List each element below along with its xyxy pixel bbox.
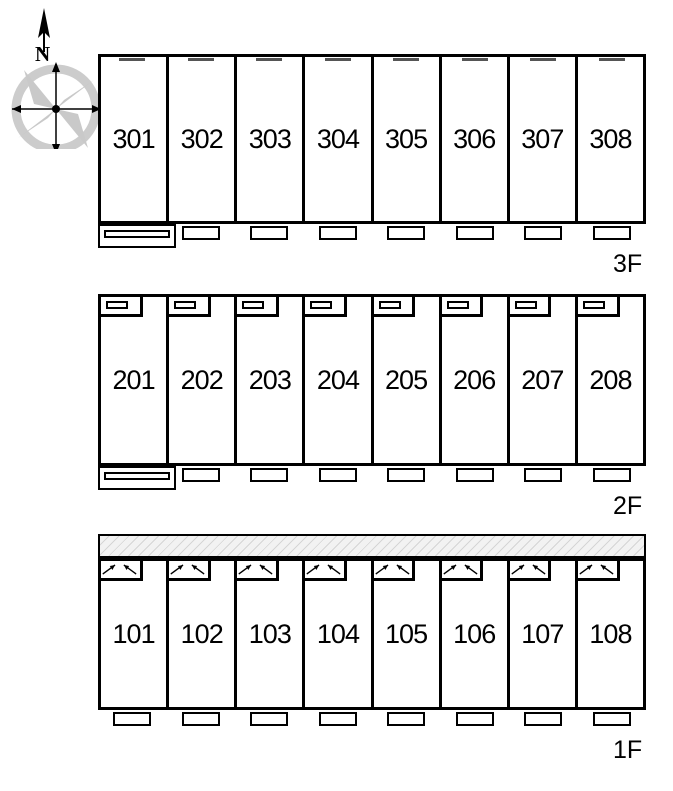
- unit-308[interactable]: [578, 57, 643, 221]
- unit-label: 107: [521, 618, 564, 649]
- unit-label: 101: [112, 618, 155, 649]
- entry-alcove: [305, 297, 347, 317]
- unit-105[interactable]: [374, 561, 442, 707]
- roof-tick-cell: [304, 58, 373, 64]
- balcony: [593, 226, 631, 240]
- balcony: [182, 468, 220, 482]
- unit-208[interactable]: [578, 297, 643, 463]
- balcony-cell: [509, 712, 578, 734]
- balcony: [524, 468, 562, 482]
- balcony: [250, 712, 288, 726]
- balcony-cell: [304, 468, 373, 490]
- balcony-cell: [509, 226, 578, 248]
- roof-tick-cell: [167, 58, 236, 64]
- roof-tick-cell: [441, 58, 510, 64]
- balcony-cell: [235, 468, 304, 490]
- balcony: [593, 468, 631, 482]
- balcony-cell: [98, 226, 167, 248]
- balcony: [250, 226, 288, 240]
- balcony: [456, 712, 494, 726]
- roof-tick-cell: [578, 58, 647, 64]
- roof-tick: [325, 58, 351, 61]
- roof-tick-cell: [235, 58, 304, 64]
- balcony-cell: [441, 712, 510, 734]
- entry-arrow-icon: [578, 561, 617, 579]
- building-outline-1f: [98, 558, 646, 710]
- entry-arrow-icon: [374, 561, 413, 579]
- entry-arrow-icon: [169, 561, 208, 579]
- roof-tick: [393, 58, 419, 61]
- balcony-cell: [578, 468, 647, 490]
- unit-302[interactable]: [169, 57, 237, 221]
- balcony: [456, 226, 494, 240]
- unit-label: 102: [180, 618, 223, 649]
- unit-107[interactable]: [510, 561, 578, 707]
- unit-204[interactable]: [305, 297, 373, 463]
- unit-label: 304: [316, 123, 359, 154]
- entry-alcove: [305, 561, 347, 581]
- building-outline-2f: [98, 294, 646, 466]
- balcony-row-2f: [98, 468, 646, 490]
- unit-row-3f: [101, 57, 643, 221]
- balcony-cell: [372, 712, 441, 734]
- balcony: [456, 468, 494, 482]
- parking-strip-1f: [98, 534, 646, 558]
- entry-arrow-icon: [510, 561, 549, 579]
- door-icon: [447, 301, 469, 309]
- roof-tick-cell: [372, 58, 441, 64]
- balcony-cell: [372, 468, 441, 490]
- balcony-cell: [98, 468, 167, 490]
- entry-alcove: [237, 561, 279, 581]
- entry-alcove: [101, 561, 143, 581]
- balcony: [182, 226, 220, 240]
- entry-alcove: [578, 561, 620, 581]
- floor-label-1f: 1F: [613, 736, 643, 764]
- balcony: [524, 712, 562, 726]
- entry-arrow-icon: [442, 561, 481, 579]
- door-icon: [515, 301, 537, 309]
- roof-tick: [188, 58, 214, 61]
- unit-106[interactable]: [442, 561, 510, 707]
- unit-label: 303: [248, 123, 291, 154]
- unit-307[interactable]: [510, 57, 578, 221]
- entry-alcove: [510, 561, 552, 581]
- unit-row-1f: [101, 561, 643, 707]
- unit-label: 308: [589, 123, 632, 154]
- unit-label: 301: [112, 123, 155, 154]
- roof-tick: [462, 58, 488, 61]
- balcony: [524, 226, 562, 240]
- balcony: [387, 468, 425, 482]
- entry-alcove: [374, 297, 416, 317]
- unit-101[interactable]: [101, 561, 169, 707]
- entry-alcove: [374, 561, 416, 581]
- roof-tick: [119, 58, 145, 61]
- entry-alcove: [578, 297, 620, 317]
- roof-tick-row-3f: [98, 58, 646, 64]
- roof-tick: [256, 58, 282, 61]
- entry-alcove: [442, 561, 484, 581]
- unit-label: 305: [385, 123, 428, 154]
- parking-hatch: [100, 536, 644, 556]
- balcony-row-3f: [98, 226, 646, 248]
- unit-205[interactable]: [374, 297, 442, 463]
- unit-102[interactable]: [169, 561, 237, 707]
- compass-north-label: N: [35, 42, 51, 66]
- unit-label: 207: [521, 364, 564, 395]
- door-icon: [242, 301, 264, 309]
- roof-tick: [599, 58, 625, 61]
- balcony-cell: [304, 712, 373, 734]
- unit-label: 302: [180, 123, 223, 154]
- floor-label-2f: 2F: [613, 492, 643, 520]
- balcony-row-1f: [98, 712, 646, 734]
- unit-301[interactable]: [101, 57, 169, 221]
- roof-tick: [530, 58, 556, 61]
- entry-alcove: [237, 297, 279, 317]
- entry-arrow-icon: [101, 561, 140, 579]
- entry-alcove: [169, 297, 211, 317]
- door-icon: [583, 301, 605, 309]
- balcony: [387, 226, 425, 240]
- balcony-cell: [304, 226, 373, 248]
- balcony: [319, 468, 357, 482]
- balcony-cell: [578, 226, 647, 248]
- balcony: [593, 712, 631, 726]
- door-icon: [379, 301, 401, 309]
- balcony-cell: [372, 226, 441, 248]
- balcony: [182, 712, 220, 726]
- unit-305[interactable]: [374, 57, 442, 221]
- unit-207[interactable]: [510, 297, 578, 463]
- entry-alcove: [101, 297, 143, 317]
- unit-label: 204: [316, 364, 359, 395]
- entry-arrow-icon: [305, 561, 344, 579]
- balcony-cell: [167, 712, 236, 734]
- door-icon: [310, 301, 332, 309]
- balcony-cell: [235, 226, 304, 248]
- unit-label: 202: [180, 364, 223, 395]
- unit-306[interactable]: [442, 57, 510, 221]
- unit-303[interactable]: [237, 57, 305, 221]
- roof-tick-cell: [98, 58, 167, 64]
- balcony-cell: [509, 468, 578, 490]
- balcony: [319, 226, 357, 240]
- door-icon: [106, 301, 128, 309]
- floor-label-3f: 3F: [613, 250, 643, 278]
- entry-alcove: [442, 297, 484, 317]
- balcony-cell: [235, 712, 304, 734]
- balcony-cell: [98, 712, 167, 734]
- unit-206[interactable]: [442, 297, 510, 463]
- unit-label: 108: [589, 618, 632, 649]
- balcony: [113, 712, 151, 726]
- unit-label: 307: [521, 123, 564, 154]
- door-icon: [174, 301, 196, 309]
- entry-alcove: [510, 297, 552, 317]
- entry-arrow-icon: [237, 561, 276, 579]
- unit-202[interactable]: [169, 297, 237, 463]
- unit-108[interactable]: [578, 561, 643, 707]
- unit-203[interactable]: [237, 297, 305, 463]
- unit-104[interactable]: [305, 561, 373, 707]
- unit-label: 206: [453, 364, 496, 395]
- unit-label: 306: [453, 123, 496, 154]
- balcony-cell: [578, 712, 647, 734]
- unit-201[interactable]: [101, 297, 169, 463]
- balcony: [250, 468, 288, 482]
- unit-label: 103: [248, 618, 291, 649]
- unit-label: 105: [385, 618, 428, 649]
- balcony-cell: [167, 468, 236, 490]
- unit-label: 205: [385, 364, 428, 395]
- roof-tick-cell: [509, 58, 578, 64]
- building-outline-3f: [98, 54, 646, 224]
- unit-103[interactable]: [237, 561, 305, 707]
- balcony: [387, 712, 425, 726]
- entry-alcove: [169, 561, 211, 581]
- unit-label: 203: [248, 364, 291, 395]
- unit-label: 201: [112, 364, 155, 395]
- unit-label: 208: [589, 364, 632, 395]
- unit-label: 104: [316, 618, 359, 649]
- unit-row-2f: [101, 297, 643, 463]
- unit-304[interactable]: [305, 57, 373, 221]
- balcony: [319, 712, 357, 726]
- balcony-cell: [441, 226, 510, 248]
- unit-label: 106: [453, 618, 496, 649]
- balcony-cell: [167, 226, 236, 248]
- balcony-cell: [441, 468, 510, 490]
